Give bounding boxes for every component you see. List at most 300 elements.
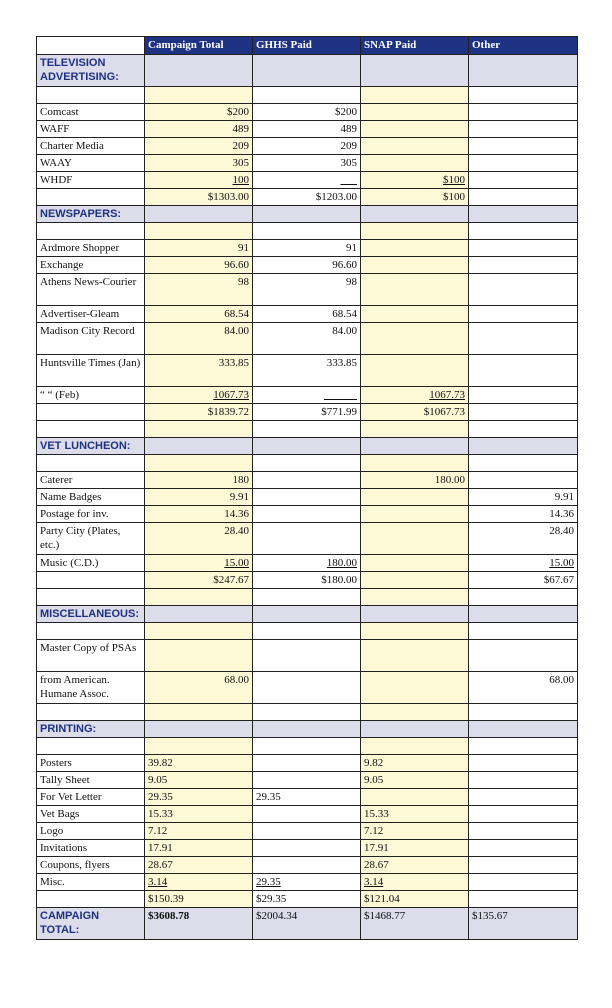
cell-campaign-total [145, 404, 253, 421]
cell-ghhs-paid [253, 772, 361, 789]
cell-label [37, 721, 145, 738]
cell-snap-paid-text: 3.14 [364, 876, 384, 888]
cell-campaign-total [145, 572, 253, 589]
cell-campaign-total-text: $200 [227, 106, 249, 118]
cell-label [37, 806, 145, 823]
spacer-row [37, 704, 578, 721]
cell-campaign-total [145, 206, 253, 223]
cell-other [469, 240, 578, 257]
cell-ghhs-paid [253, 789, 361, 806]
section-header-row [37, 721, 578, 738]
table-row [37, 874, 578, 891]
section-header-row [37, 438, 578, 455]
cell-snap-paid [361, 240, 469, 257]
table-row [37, 274, 578, 306]
spacer-row [37, 421, 578, 438]
cell-ghhs-paid-text: $2004.34 [256, 910, 298, 922]
cell-label [37, 506, 145, 523]
cell-label [37, 55, 145, 87]
cell-other [469, 506, 578, 523]
cell-ghhs-paid-text: 84.00 [332, 325, 357, 337]
cell-snap-paid-text: 28.67 [364, 859, 389, 871]
cell-ghhs-paid [253, 240, 361, 257]
cell-other [469, 755, 578, 772]
cell-label-text: Misc. [40, 876, 65, 888]
cell-ghhs-paid [253, 738, 361, 755]
spacer-row [37, 87, 578, 104]
cell-label [37, 772, 145, 789]
cell-snap-paid [361, 555, 469, 572]
cell-snap-paid-text: 9.05 [364, 774, 384, 786]
cell-ghhs-paid [253, 840, 361, 857]
cell-label-text: CAMPAIGN TOTAL: [40, 910, 100, 936]
cell-label [37, 138, 145, 155]
cell-ghhs-paid [253, 387, 361, 404]
cell-ghhs-paid [253, 104, 361, 121]
cell-other [469, 172, 578, 189]
cell-snap-paid [361, 104, 469, 121]
cell-label-text: Music (C.D.) [40, 557, 99, 569]
cell-campaign-total-text: 305 [232, 157, 249, 169]
cell-snap-paid [361, 404, 469, 421]
cell-ghhs-paid [253, 121, 361, 138]
cell-snap-paid [361, 891, 469, 908]
cell-other [469, 857, 578, 874]
cell-snap-paid-text: 1067.73 [429, 389, 465, 401]
cell-label-text: Caterer [40, 474, 73, 486]
cell-campaign-total [145, 623, 253, 640]
cell-campaign-total-text: 15.00 [224, 557, 249, 569]
cell-campaign-total-text: $3608.78 [148, 910, 190, 922]
header-ghhs-paid: GHHS Paid [253, 37, 361, 55]
cell-label-text: Comcast [40, 106, 79, 118]
cell-other [469, 891, 578, 908]
cell-label [37, 172, 145, 189]
table-body [37, 55, 578, 940]
cell-ghhs-paid-text: 209 [340, 140, 357, 152]
cell-snap-paid [361, 672, 469, 704]
cell-other-text: 9.91 [554, 491, 574, 503]
cell-label [37, 908, 145, 940]
cell-ghhs-paid [253, 623, 361, 640]
table-row [37, 640, 578, 672]
cell-campaign-total-text: 14.36 [224, 508, 249, 520]
cell-other [469, 55, 578, 87]
cell-campaign-total-text: 68.54 [224, 308, 249, 320]
cell-label-text: PRINTING: [40, 723, 97, 735]
cell-campaign-total [145, 874, 253, 891]
cell-label [37, 523, 145, 555]
cell-campaign-total [145, 189, 253, 206]
cell-other [469, 206, 578, 223]
cell-campaign-total [145, 840, 253, 857]
cell-snap-paid [361, 704, 469, 721]
table-row [37, 323, 578, 355]
cell-label [37, 857, 145, 874]
table-row [37, 840, 578, 857]
cell-label [37, 257, 145, 274]
cell-label [37, 240, 145, 257]
cell-snap-paid [361, 438, 469, 455]
spacer-row [37, 455, 578, 472]
cell-snap-paid-text: 17.91 [364, 842, 389, 854]
cell-other [469, 840, 578, 857]
cell-other [469, 223, 578, 240]
cell-ghhs-paid-text: $1203.00 [315, 191, 357, 203]
cell-campaign-total [145, 555, 253, 572]
cell-label-text: Exchange [40, 259, 84, 271]
table-row [37, 572, 578, 589]
cell-label-text: WHDF [40, 174, 73, 186]
cell-ghhs-paid [253, 404, 361, 421]
cell-ghhs-paid [253, 555, 361, 572]
cell-label-text: Charter Media [40, 140, 104, 152]
cell-ghhs-paid [253, 857, 361, 874]
cell-other [469, 189, 578, 206]
cell-campaign-total [145, 138, 253, 155]
cell-other [469, 274, 578, 306]
cell-ghhs-paid [253, 172, 361, 189]
cell-other [469, 523, 578, 555]
cell-campaign-total-text: 91 [238, 242, 249, 254]
spacer-row [37, 223, 578, 240]
cell-label [37, 555, 145, 572]
cell-label-text: Athens News-Courier [40, 276, 137, 288]
cell-campaign-total-text: 98 [238, 276, 249, 288]
cell-ghhs-paid [253, 891, 361, 908]
cell-campaign-total [145, 387, 253, 404]
cell-snap-paid [361, 306, 469, 323]
cell-snap-paid [361, 206, 469, 223]
cell-snap-paid [361, 572, 469, 589]
cell-campaign-total-text: 3.14 [148, 876, 168, 888]
cell-snap-paid [361, 840, 469, 857]
cell-label-text: Advertiser-Gleam [40, 308, 120, 320]
cell-campaign-total-text: 333.85 [218, 357, 249, 369]
cell-campaign-total-text: 84.00 [224, 325, 249, 337]
cell-ghhs-paid-text: 305 [340, 157, 357, 169]
cell-label [37, 640, 145, 672]
cell-campaign-total-text: 100 [232, 174, 249, 186]
cell-label-text: Posters [40, 757, 72, 769]
cell-snap-paid [361, 489, 469, 506]
cell-other [469, 455, 578, 472]
cell-label [37, 472, 145, 489]
cell-campaign-total-text: $1839.72 [207, 406, 249, 418]
cell-other [469, 806, 578, 823]
cell-campaign-total-text: 68.00 [224, 674, 249, 686]
cell-other [469, 640, 578, 672]
cell-other [469, 623, 578, 640]
table-row [37, 172, 578, 189]
cell-ghhs-paid [253, 306, 361, 323]
cell-snap-paid [361, 172, 469, 189]
cell-ghhs-paid-text: ___ [340, 174, 357, 186]
cell-label [37, 789, 145, 806]
header-row [37, 37, 578, 55]
cell-ghhs-paid [253, 721, 361, 738]
cell-campaign-total-text: $1303.00 [207, 191, 249, 203]
cell-snap-paid [361, 472, 469, 489]
cell-campaign-total [145, 240, 253, 257]
cell-campaign-total-text: 17.91 [148, 842, 173, 854]
cell-campaign-total-text: 9.05 [148, 774, 168, 786]
cell-ghhs-paid-text: $29.35 [256, 893, 287, 905]
cell-label-text: VET LUNCHEON: [40, 440, 131, 452]
cell-other [469, 155, 578, 172]
cell-ghhs-paid-text: $200 [335, 106, 357, 118]
cell-snap-paid [361, 874, 469, 891]
table-row [37, 121, 578, 138]
cell-campaign-total [145, 306, 253, 323]
cell-campaign-total [145, 672, 253, 704]
cell-label-text: Postage for inv. [40, 508, 109, 520]
cell-label [37, 104, 145, 121]
cell-ghhs-paid [253, 323, 361, 355]
spacer-row [37, 623, 578, 640]
section-header-row [37, 206, 578, 223]
cell-snap-paid-text: $1468.77 [364, 910, 406, 922]
cell-campaign-total-text: 96.60 [224, 259, 249, 271]
cell-other-text: $135.67 [472, 910, 508, 922]
cell-label [37, 274, 145, 306]
cell-campaign-total [145, 121, 253, 138]
cell-campaign-total [145, 606, 253, 623]
cell-label-text: from American. Humane Assoc. [40, 674, 110, 700]
cell-snap-paid [361, 623, 469, 640]
cell-label [37, 823, 145, 840]
cell-snap-paid [361, 87, 469, 104]
cell-label-text: Madison City Record [40, 325, 135, 337]
cell-other-text: $67.67 [543, 574, 574, 586]
table-row [37, 806, 578, 823]
cell-label [37, 121, 145, 138]
cell-campaign-total [145, 472, 253, 489]
cell-label-text: Invitations [40, 842, 88, 854]
cell-ghhs-paid-text: 68.54 [332, 308, 357, 320]
campaign-expense-table [36, 36, 578, 940]
cell-label [37, 387, 145, 404]
cell-other [469, 421, 578, 438]
cell-campaign-total-text: 39.82 [148, 757, 173, 769]
header-snap-paid: SNAP Paid [361, 37, 469, 55]
cell-snap-paid [361, 189, 469, 206]
cell-snap-paid [361, 121, 469, 138]
cell-label [37, 404, 145, 421]
cell-campaign-total [145, 257, 253, 274]
cell-snap-paid [361, 738, 469, 755]
cell-snap-paid-text: $100 [443, 191, 465, 203]
cell-ghhs-paid [253, 704, 361, 721]
cell-snap-paid [361, 223, 469, 240]
cell-snap-paid [361, 523, 469, 555]
table-row [37, 257, 578, 274]
cell-campaign-total-text: 1067.73 [213, 389, 249, 401]
cell-label [37, 155, 145, 172]
cell-ghhs-paid [253, 138, 361, 155]
cell-ghhs-paid-text: 489 [340, 123, 357, 135]
cell-campaign-total [145, 438, 253, 455]
cell-label [37, 572, 145, 589]
table-row [37, 306, 578, 323]
cell-campaign-total [145, 789, 253, 806]
cell-campaign-total [145, 640, 253, 672]
cell-other [469, 257, 578, 274]
cell-other [469, 87, 578, 104]
table-row [37, 789, 578, 806]
cell-label [37, 87, 145, 104]
cell-ghhs-paid [253, 489, 361, 506]
table-row [37, 489, 578, 506]
cell-label [37, 355, 145, 387]
cell-other [469, 138, 578, 155]
cell-campaign-total [145, 489, 253, 506]
cell-other [469, 306, 578, 323]
cell-label [37, 606, 145, 623]
cell-snap-paid [361, 640, 469, 672]
table-row [37, 755, 578, 772]
campaign-total-row [37, 908, 578, 940]
cell-campaign-total-text: $150.39 [148, 893, 184, 905]
cell-campaign-total [145, 506, 253, 523]
cell-campaign-total [145, 104, 253, 121]
cell-other [469, 323, 578, 355]
cell-ghhs-paid [253, 523, 361, 555]
cell-snap-paid-text: $100 [443, 174, 465, 186]
cell-label-text: NEWSPAPERS: [40, 208, 122, 220]
cell-label-text: Tally Sheet [40, 774, 90, 786]
cell-snap-paid [361, 355, 469, 387]
cell-campaign-total [145, 523, 253, 555]
cell-snap-paid [361, 908, 469, 940]
cell-other [469, 772, 578, 789]
cell-snap-paid [361, 772, 469, 789]
cell-campaign-total-text: 209 [232, 140, 249, 152]
cell-campaign-total [145, 772, 253, 789]
cell-snap-paid-text: $1067.73 [423, 406, 465, 418]
cell-snap-paid [361, 323, 469, 355]
cell-snap-paid-text: 9.82 [364, 757, 384, 769]
cell-other [469, 387, 578, 404]
table-row [37, 404, 578, 421]
cell-snap-paid [361, 387, 469, 404]
cell-other [469, 606, 578, 623]
cell-label-text: “ “ (Feb) [40, 389, 80, 401]
cell-other [469, 572, 578, 589]
cell-campaign-total-text: 28.67 [148, 859, 173, 871]
cell-ghhs-paid [253, 257, 361, 274]
cell-ghhs-paid [253, 874, 361, 891]
cell-label [37, 623, 145, 640]
header-campaign-total: Campaign Total [145, 37, 253, 55]
cell-label [37, 589, 145, 606]
cell-label [37, 891, 145, 908]
cell-label [37, 189, 145, 206]
cell-label [37, 323, 145, 355]
table-row [37, 240, 578, 257]
table-row [37, 104, 578, 121]
cell-campaign-total [145, 908, 253, 940]
cell-campaign-total [145, 857, 253, 874]
cell-campaign-total [145, 274, 253, 306]
cell-snap-paid [361, 857, 469, 874]
cell-campaign-total [145, 823, 253, 840]
cell-other [469, 874, 578, 891]
cell-snap-paid [361, 257, 469, 274]
cell-other [469, 489, 578, 506]
cell-campaign-total-text: 9.91 [229, 491, 249, 503]
cell-label-text: Huntsville Times (Jan) [40, 357, 141, 369]
cell-label-text: Vet Bags [40, 808, 80, 820]
cell-ghhs-paid [253, 755, 361, 772]
cell-ghhs-paid-text: $771.99 [321, 406, 357, 418]
cell-label-text: Party City (Plates, etc.) [40, 525, 121, 551]
cell-campaign-total-text: 7.12 [148, 825, 168, 837]
cell-label [37, 421, 145, 438]
cell-ghhs-paid-text: 96.60 [332, 259, 357, 271]
cell-other [469, 704, 578, 721]
table-row [37, 189, 578, 206]
cell-ghhs-paid-text: 29.35 [256, 791, 281, 803]
section-header-row [37, 55, 578, 87]
cell-ghhs-paid [253, 506, 361, 523]
cell-campaign-total-text: $247.67 [213, 574, 249, 586]
cell-campaign-total [145, 421, 253, 438]
cell-campaign-total [145, 355, 253, 387]
cell-snap-paid-text: 7.12 [364, 825, 384, 837]
cell-label-text: Ardmore Shopper [40, 242, 120, 254]
cell-snap-paid [361, 421, 469, 438]
cell-snap-paid [361, 823, 469, 840]
header-other: Other [469, 37, 578, 55]
cell-other [469, 555, 578, 572]
cell-campaign-total-text: 489 [232, 123, 249, 135]
cell-ghhs-paid [253, 806, 361, 823]
cell-ghhs-paid [253, 155, 361, 172]
cell-ghhs-paid [253, 87, 361, 104]
cell-campaign-total [145, 806, 253, 823]
cell-ghhs-paid [253, 274, 361, 306]
cell-campaign-total-text: 28.40 [224, 525, 249, 537]
cell-campaign-total [145, 738, 253, 755]
cell-campaign-total [145, 87, 253, 104]
cell-other-text: 28.40 [549, 525, 574, 537]
cell-ghhs-paid [253, 55, 361, 87]
cell-other-text: 14.36 [549, 508, 574, 520]
cell-campaign-total [145, 55, 253, 87]
cell-ghhs-paid [253, 908, 361, 940]
table-row [37, 355, 578, 387]
cell-label [37, 438, 145, 455]
cell-snap-paid-text: 180.00 [434, 474, 465, 486]
cell-other [469, 121, 578, 138]
cell-label-text: Coupons, flyers [40, 859, 110, 871]
table-row [37, 472, 578, 489]
cell-campaign-total [145, 172, 253, 189]
cell-ghhs-paid [253, 640, 361, 672]
cell-label [37, 206, 145, 223]
cell-other [469, 438, 578, 455]
cell-snap-paid [361, 721, 469, 738]
cell-snap-paid [361, 789, 469, 806]
cell-label [37, 755, 145, 772]
cell-other [469, 404, 578, 421]
cell-other [469, 823, 578, 840]
cell-label [37, 455, 145, 472]
cell-other [469, 721, 578, 738]
cell-snap-paid [361, 806, 469, 823]
table-row [37, 555, 578, 572]
